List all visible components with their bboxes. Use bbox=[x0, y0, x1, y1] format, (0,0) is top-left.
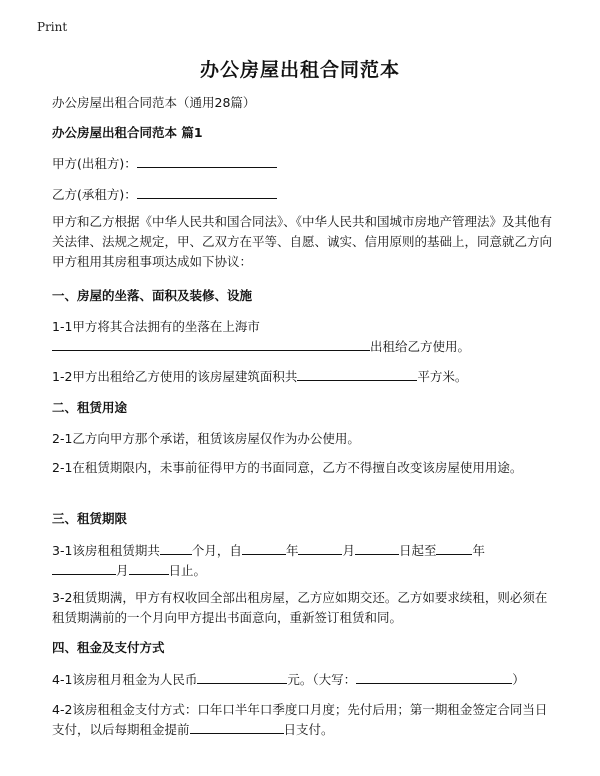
clause-4-1-close: ） bbox=[512, 672, 525, 687]
section-3-heading: 三、租赁期限 bbox=[52, 511, 128, 526]
clause-4-2-suffix: 日支付。 bbox=[283, 722, 334, 737]
clause-3-2: 3-2租赁期满，甲方有权收回全部出租房屋，乙方应如期交还。乙方如要求续租，则必须在租赁期满前的一个月向甲方提出书面意向，重新签订租赁和同。 bbox=[52, 590, 548, 625]
party-b-line bbox=[52, 185, 277, 204]
section-1-heading: 一、房屋的坐落、面积及装修、设施 bbox=[52, 288, 253, 303]
party-a-line bbox=[52, 154, 277, 173]
clause-3-1-end: 日止。 bbox=[168, 563, 207, 578]
intro-paragraph: 甲方和乙方根据《中华人民共和国合同法》、《中华人民共和国城市房地产管理法》及其他有关法律、法规之规定，甲、乙双方在平等、自愿、诚实、信用原则的基础上，同意就乙方向甲方租用其房租事项达成如下协议： bbox=[52, 214, 553, 269]
party-b-label: 乙方(承租方)： bbox=[52, 187, 137, 202]
address-blank bbox=[52, 337, 370, 351]
party-b-blank bbox=[137, 185, 277, 199]
page-title: 办公房屋出租合同范本 bbox=[199, 59, 400, 81]
start-month-blank bbox=[298, 541, 342, 555]
clause-3-1-end-year: 年 bbox=[472, 543, 485, 558]
rent-amount-blank bbox=[197, 670, 287, 684]
document-subtitle: 办公房屋出租合同范本（通用28篇） bbox=[52, 95, 256, 110]
clause-4-1-prefix: 4-1该房租月租金为人民币 bbox=[52, 672, 198, 687]
clause-1-2 bbox=[52, 367, 467, 386]
clause-1-2-suffix: 平方米。 bbox=[417, 369, 468, 384]
clause-4-2-text: 4-2该房租租金支付方式：口年口半年口季度口月度；先付后用；第一期租金签定合同当日支付，以后每期租金提前 bbox=[52, 702, 548, 737]
end-day-blank bbox=[129, 561, 169, 575]
party-a-label: 甲方(出租方)： bbox=[52, 156, 137, 171]
clause-3-1-line-2 bbox=[52, 561, 206, 580]
end-month-blank bbox=[52, 561, 116, 575]
article-title: 办公房屋出租合同范本 篇1 bbox=[52, 125, 203, 140]
start-year-blank bbox=[242, 541, 286, 555]
section-4-heading: 四、租金及支付方式 bbox=[52, 640, 165, 655]
rent-capital-blank bbox=[356, 670, 512, 684]
clause-1-2-text: 1-2甲方出租给乙方使用的该房屋建筑面积共 bbox=[52, 369, 298, 384]
clause-3-1-prefix: 3-1该房租租赁期共 bbox=[52, 543, 160, 558]
clause-4-2 bbox=[52, 700, 552, 740]
print-link[interactable]: Print bbox=[37, 20, 68, 34]
party-a-blank bbox=[137, 154, 277, 168]
clause-4-1 bbox=[52, 670, 525, 689]
clause-1-1-suffix: 出租给乙方使用。 bbox=[370, 339, 471, 354]
clause-2-2: 2-1在租赁期限内，未事前征得甲方的书面同意，乙方不得擅自改变该房屋使用用途。 bbox=[52, 460, 523, 475]
clause-3-1-from-to: 日起至 bbox=[398, 543, 437, 558]
clause-3-1-line-1 bbox=[52, 541, 485, 560]
section-2-heading: 二、租赁用途 bbox=[52, 400, 128, 415]
start-day-blank bbox=[355, 541, 399, 555]
clause-1-1-line-2 bbox=[52, 337, 470, 356]
clause-4-1-capital: 元。（大写： bbox=[287, 672, 357, 687]
clause-3-1-month: 月 bbox=[342, 543, 355, 558]
clause-2-1: 2-1乙方向甲方那个承诺，租赁该房屋仅作为办公使用。 bbox=[52, 431, 360, 446]
clause-3-1-end-month: 月 bbox=[116, 563, 129, 578]
months-blank bbox=[160, 541, 192, 555]
clause-3-1-year: 年 bbox=[285, 543, 299, 558]
area-blank bbox=[297, 367, 417, 381]
clause-1-1-line-1: 1-1甲方将其合法拥有的坐落在上海市 bbox=[52, 319, 260, 334]
advance-days-blank bbox=[190, 720, 284, 734]
end-year-blank bbox=[436, 541, 472, 555]
clause-3-1-months: 个月，自 bbox=[191, 543, 242, 558]
